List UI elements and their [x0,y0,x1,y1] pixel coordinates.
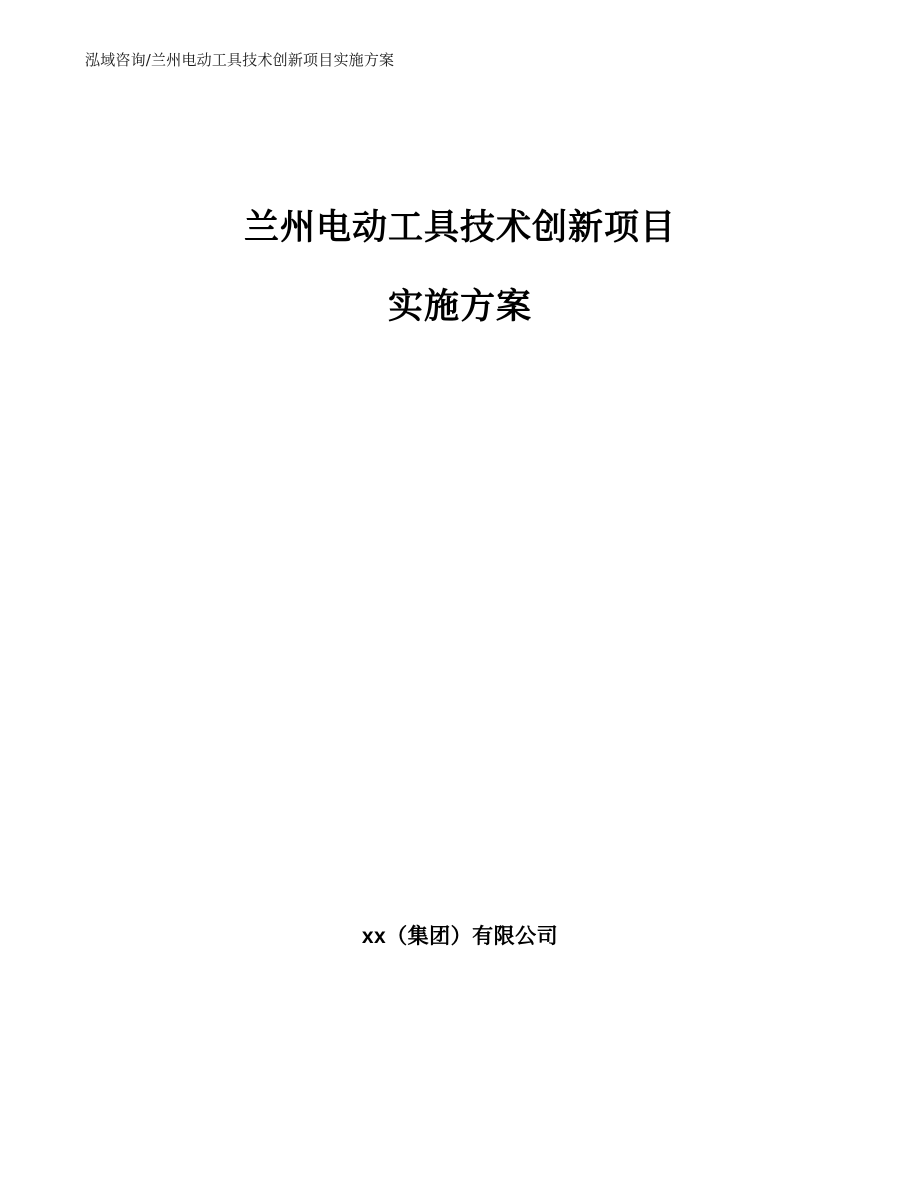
cover-title-block [0,210,920,324]
cover-title-line-1: 兰州电动工具技术创新项目 [243,208,676,247]
company-name: xx（集团）有限公司 [361,925,559,948]
page-header: 泓域咨询/兰州电动工具技术创新项目实施方案 [85,51,395,69]
cover-title-line-2: 实施方案 [387,287,532,326]
